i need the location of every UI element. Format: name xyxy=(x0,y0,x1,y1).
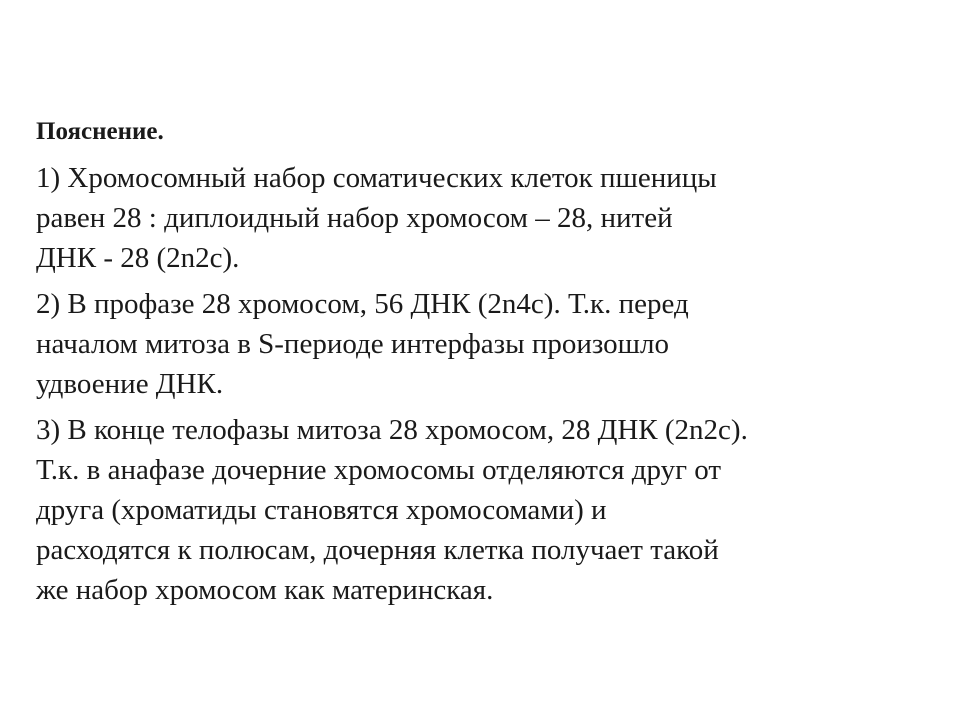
slide-content xyxy=(36,114,936,616)
explanation-item-2 xyxy=(36,284,936,404)
explanation-item-3 xyxy=(36,410,936,610)
explanation-heading: Пояснение. xyxy=(36,118,164,145)
item-3-line-1: 3) В конце телофазы митоза 28 хромосом, 28 ДНК (2n2c). xyxy=(36,414,748,446)
item-2-line-2: началом митоза в S-периоде интерфазы произошло xyxy=(36,328,669,360)
item-1-line-2: равен 28 : диплоидный набор хромосом – 28, нитей xyxy=(36,202,673,234)
item-1-line-3: ДНК - 28 (2n2c). xyxy=(36,242,240,274)
item-3-line-5: же набор хромосом как материнская. xyxy=(36,574,494,606)
item-3-line-3: друга (хроматиды становятся хромосомами) и xyxy=(36,494,607,526)
item-1-line-1: 1) Хромосомный набор соматических клеток пшеницы xyxy=(36,162,717,194)
item-2-line-3: удвоение ДНК. xyxy=(36,368,224,400)
item-3-line-4: расходятся к полюсам, дочерняя клетка получает такой xyxy=(36,534,719,566)
item-3-line-2: Т.к. в анафазе дочерние хромосомы отделяются друг от xyxy=(36,454,722,486)
item-2-line-1: 2) В профазе 28 хромосом, 56 ДНК (2n4c). Т.к. перед xyxy=(36,288,689,320)
explanation-item-1 xyxy=(36,158,936,278)
